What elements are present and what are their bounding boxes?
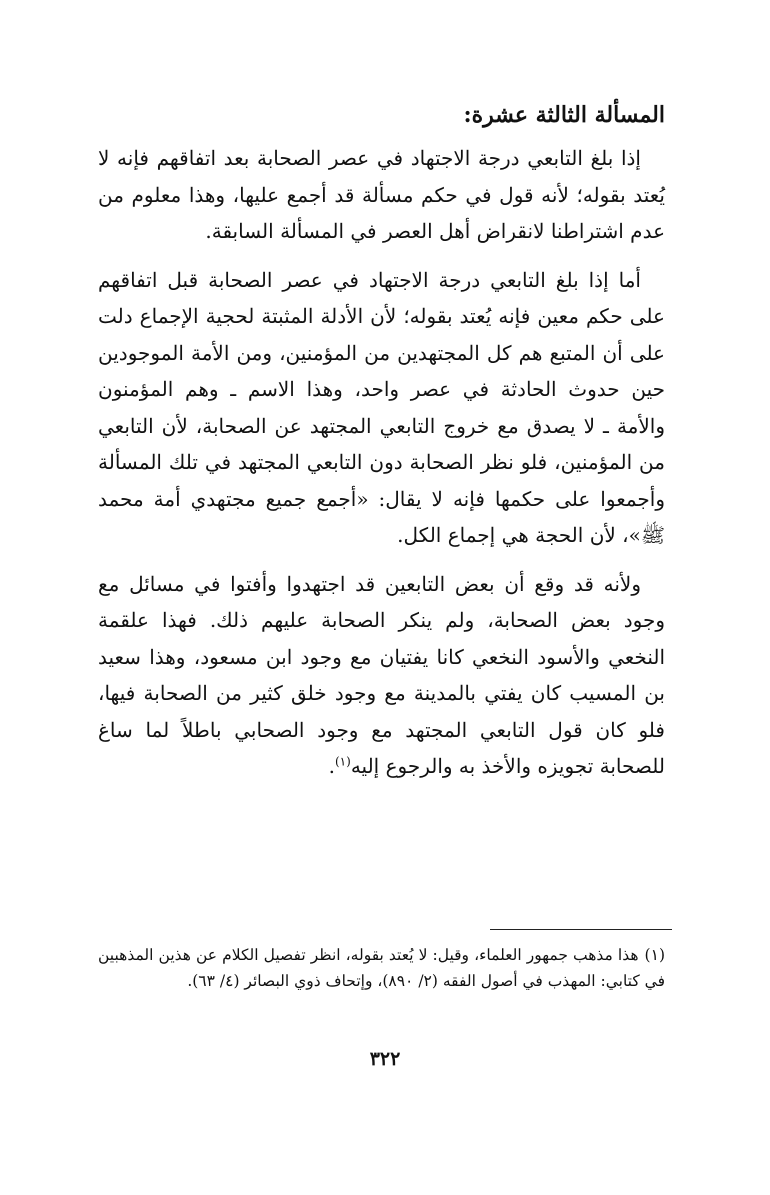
section-heading: المسألة الثالثة عشرة: bbox=[463, 102, 665, 128]
footnote bbox=[98, 942, 665, 994]
paragraph-3-end: . bbox=[328, 754, 335, 778]
page-number: ٣٢٢ bbox=[369, 1048, 401, 1070]
footnote-divider bbox=[490, 929, 672, 930]
footnote-reference[interactable]: (١) bbox=[334, 754, 351, 769]
paragraph-1: إذا بلغ التابعي درجة الاجتهاد في عصر الصحابة بعد اتفاقهم فإنه لا يُعتد بقوله؛ لأنه قول في حكم مسألة قد أجمع عليها، وهذا معلوم من عدم اشتراطنا لانقراض أهل العصر في المسألة السابقة. bbox=[98, 146, 665, 243]
paragraph-3 bbox=[98, 566, 665, 785]
page-body bbox=[98, 98, 665, 797]
footnote-text: هذا مذهب جمهور العلماء، وقيل: لا يُعتد بقوله، انظر تفصيل الكلام عن هذين المذهبين في كتابي: المهذب في أصول الفقه (٢/ ٨٩٠)، وإتحاف ذوي البصائر (٤/ ٦٣). bbox=[98, 946, 665, 990]
paragraph-3-text: ولأنه قد وقع أن بعض التابعين قد اجتهدوا وأفتوا في مسائل مع وجود بعض الصحابة، ولم ينكر الصحابة عليهم ذلك. فهذا علقمة النخعي والأسود النخعي كانا يفتيان مع وجود ابن مسعود، وهذا سعيد بن المسيب كان يفتي بالمدينة مع وجود خلق كثير من الصحابة فيها، فلو كان قول التابعي المجتهد مع وجود الصحابي باطلاً لما ساغ للصحابة تجويزه والأخذ به والرجوع إليه bbox=[98, 571, 666, 778]
footnote-number: (١) bbox=[644, 946, 665, 964]
paragraph-2: أما إذا بلغ التابعي درجة الاجتهاد في عصر الصحابة قبل اتفاقهم على حكم معين فإنه يُعتد بقوله؛ لأن الأدلة المثبتة لحجية الإجماع دلت على أن المتبع هم كل المجتهدين من المؤمنين، ومن الأمة الموجودين حين حدوث الحادثة في عصر واحد، وهذا الاسم ـ وهم المؤمنون والأمة ـ لا يصدق مع خروج التابعي المجتهد عن الصحابة، لأن التابعي من المؤمنين، فلو نظر الصحابة دون التابعي المجتهد في تلك المسألة وأجمعوا على حكمها فإنه لا يقال: «أجمع جميع مجتهدي أمة محمد ﷺ»، لأن الحجة هي إجماع الكل. bbox=[98, 267, 665, 547]
